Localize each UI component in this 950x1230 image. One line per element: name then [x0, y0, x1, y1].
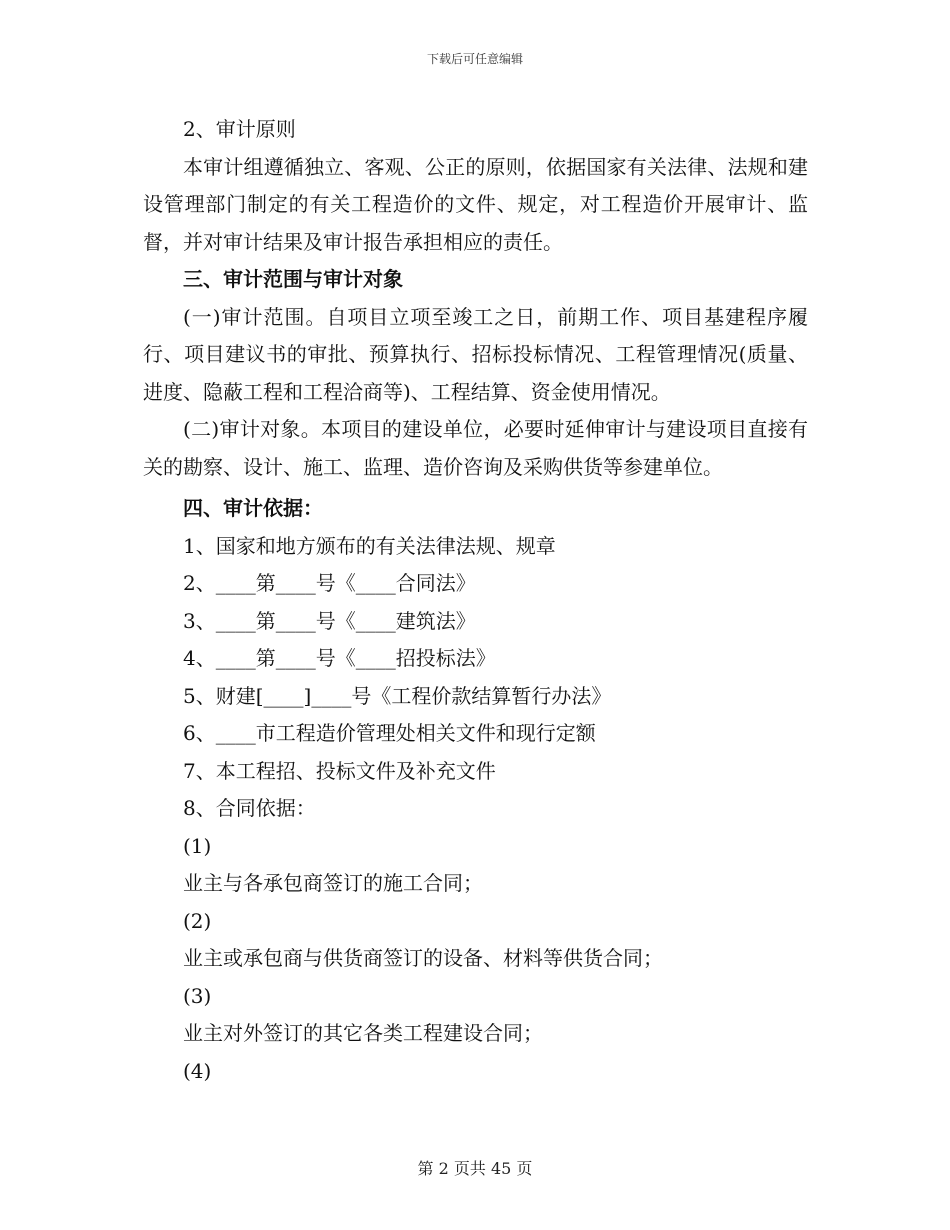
- list-item: 1、国家和地方颁布的有关法律法规、规章: [183, 533, 556, 558]
- list-item: (4): [183, 1058, 212, 1083]
- list-item: 8、合同依据：: [183, 796, 316, 820]
- page-footer: 第 2 页共 45 页: [417, 1159, 533, 1178]
- list-item: 3、____第____号《____建筑法》: [183, 608, 476, 633]
- list-item: (2): [183, 908, 212, 933]
- section-heading-scope: 三、审计范围与审计对象: [183, 267, 403, 291]
- page-header: 下载后可任意编辑: [426, 52, 523, 66]
- paragraph-audit-principles: 本审计组遵循独立、客观、公正的原则，依据国家有关法律、法规和建设管理部门制定的有关工程造价的文件、规定，对工程造价开展审计、监督，并对审计结果及审计报告承担相应的责任。: [143, 154, 808, 254]
- paragraph-audit-scope: (一)审计范围。自项目立项至竣工之日，前期工作、项目基建程序履行、项目建议书的审批、预算执行、招标投标情况、工程管理情况(质量、进度、隐蔽工程和工程洽商等)、工程结算、资金使用情况。: [143, 304, 808, 404]
- section-heading-basis: 四、审计依据：: [183, 496, 323, 520]
- list-item: 2、____第____号《____合同法》: [183, 571, 476, 595]
- document-body: [143, 111, 808, 1090]
- section-heading-audit-principles: 2、审计原则: [183, 117, 296, 141]
- paragraph-audit-object: (二)审计对象。本项目的建设单位，必要时延伸审计与建设项目直接有关的勘察、设计、施工、监理、造价咨询及采购供货等参建单位。: [143, 417, 808, 479]
- list-item: (1): [183, 833, 212, 858]
- list-item: 4、____第____号《____招投标法》: [183, 646, 496, 670]
- list-item: 业主对外签订的其它各类工程建设合同；: [183, 1021, 543, 1045]
- list-item: 业主与各承包商签订的施工合同；: [183, 871, 483, 895]
- list-item: 7、本工程招、投标文件及补充文件: [183, 758, 496, 783]
- list-item: 6、____市工程造价管理处相关文件和现行定额: [183, 721, 596, 745]
- list-item: 5、财建[____]____号《工程价款结算暂行办法》: [183, 683, 612, 708]
- list-item: 业主或承包商与供货商签订的设备、材料等供货合同；: [183, 946, 663, 970]
- list-item: (3): [183, 983, 212, 1008]
